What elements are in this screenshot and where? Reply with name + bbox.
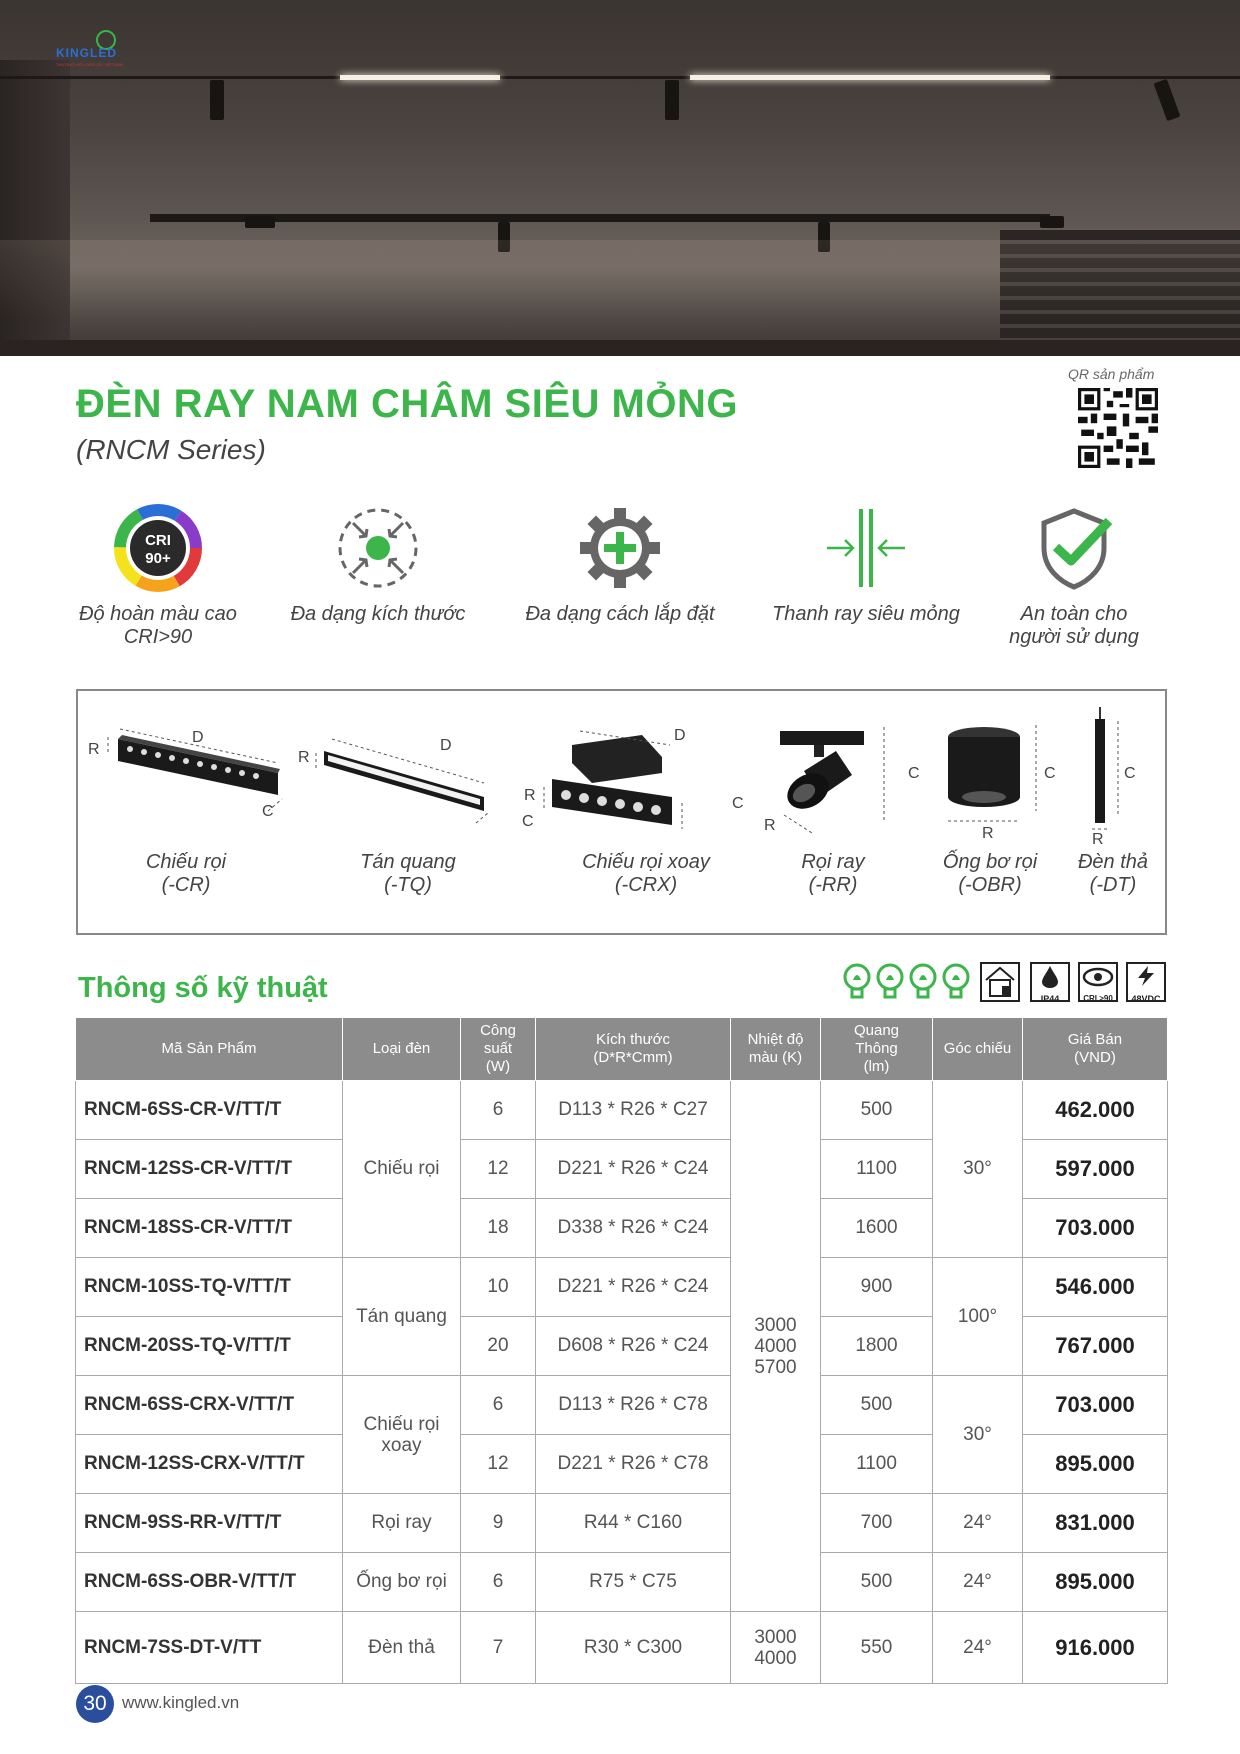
temp-value: 4000 [754,1335,797,1357]
cell-lumen: 1600 [821,1199,933,1258]
page-number: 30 [76,1685,114,1723]
col-header-type: Loại đèn [343,1018,461,1081]
table-row [76,1081,1168,1140]
hero-spotlight [1040,216,1064,228]
dim-label-c: C [1124,765,1136,782]
ip44-label: IP44 [1040,994,1060,1004]
dim-label-r: R [524,787,536,804]
header-line: Kích thước [595,1031,671,1048]
cri-badge-value: 90+ [145,550,171,567]
product-code: (-DT) [1089,874,1137,896]
col-header-angle: Góc chiếu [933,1018,1023,1081]
dim-label-r: R [764,817,776,834]
cell-type: Đèn thả [343,1612,461,1684]
feature-label-line: người sử dụng [1009,626,1139,648]
hero-linear-light [690,75,1050,80]
cell-angle: 100° [933,1258,1023,1376]
col-header-temp [731,1018,821,1081]
product-code: (-CRX) [614,874,678,896]
temp-value: 3000 [754,1314,797,1336]
feature-label [766,603,966,626]
dim-label-c: C [522,813,534,830]
cell-size: D221 * R26 * C24 [536,1140,731,1199]
gear-plus-icon [575,503,665,593]
qr-code-icon[interactable] [1078,388,1158,468]
feature-label [278,603,478,626]
product-code: (-CR) [161,874,211,896]
hero-linear-light [340,75,500,80]
product-image-cr [88,721,288,831]
hero-spotlight [665,80,679,120]
product-name: Chiếu rọi xoay [582,851,710,873]
cell-power: 18 [461,1199,536,1258]
cell-type: Rọi ray [343,1494,461,1553]
product-image-rr [764,721,894,841]
page-subtitle: (RNCM Series) [76,434,266,465]
cell-code: RNCM-20SS-TQ-V/TT/T [76,1317,343,1376]
cell-temp [731,1612,821,1684]
cri-icon [113,503,203,593]
col-header-code: Mã Sản Phẩm [76,1018,343,1081]
header-line: suất [483,1040,513,1057]
header-line: (VND) [1074,1049,1116,1066]
temp-value: 5700 [754,1356,797,1378]
table-header-row [76,1018,1168,1081]
logo-tagline: THƯƠNG HIỆU ĐÈN LED VIỆT NAM [56,62,124,67]
page-title: ĐÈN RAY NAM CHÂM SIÊU MỎNG [76,382,738,426]
cell-price: 895.000 [1023,1435,1168,1494]
header-line: Công [480,1022,516,1039]
feature-size [278,503,478,626]
hero-spotlight [1154,79,1181,121]
cell-type: Chiếu rọi [343,1081,461,1258]
hero-image [0,0,1240,356]
cell-angle: 30° [933,1376,1023,1494]
dim-label-r: R [298,749,310,766]
temp-value: 4000 [754,1647,797,1669]
cell-power: 7 [461,1612,536,1684]
table-row [76,1494,1168,1553]
cell-angle: 24° [933,1553,1023,1612]
product-name: Chiếu rọi [145,851,227,873]
cell-lumen: 1100 [821,1140,933,1199]
cell-power: 20 [461,1317,536,1376]
cell-size: D221 * R26 * C24 [536,1258,731,1317]
feature-label-line: Độ hoàn màu cao [79,603,237,625]
product-image-crx [532,717,732,837]
dim-label-c: C [262,803,274,820]
temp-value: 3000 [754,1626,797,1648]
cell-lumen: 1800 [821,1317,933,1376]
cell-code: RNCM-12SS-CRX-V/TT/T [76,1435,343,1494]
header-line: Nhiệt độ [747,1031,804,1048]
cell-price: 703.000 [1023,1199,1168,1258]
hero-spotlight [245,216,275,228]
hero-floor [0,340,1240,356]
cell-power: 9 [461,1494,536,1553]
logo-brand: KINGLED [56,46,117,60]
cell-code: RNCM-6SS-OBR-V/TT/T [76,1553,343,1612]
cell-power: 6 [461,1553,536,1612]
cell-code: RNCM-6SS-CR-V/TT/T [76,1081,343,1140]
product-name: Tán quang [360,851,456,873]
cell-code: RNCM-9SS-RR-V/TT/T [76,1494,343,1553]
hero-track-rail [0,76,1240,79]
cell-lumen: 700 [821,1494,933,1553]
hero-glow [0,240,1240,320]
dim-label-c: C [1044,765,1056,782]
dim-label-c: C [732,795,744,812]
cell-lumen: 500 [821,1081,933,1140]
feature-label-line: CRI>90 [123,626,193,648]
cell-size: R44 * C160 [536,1494,731,1553]
feature-label-line: Đa dạng kích thước [290,603,466,625]
cell-code: RNCM-12SS-CR-V/TT/T [76,1140,343,1199]
table-row [76,1553,1168,1612]
feature-label-line: An toàn cho [1020,603,1128,625]
cell-power: 10 [461,1258,536,1317]
cell-power: 12 [461,1435,536,1494]
feature-cri [58,503,258,649]
product-name: Đèn thả [1077,851,1149,873]
cell-power: 6 [461,1081,536,1140]
cell-size: D221 * R26 * C78 [536,1435,731,1494]
dim-label-d: D [674,727,686,744]
cell-lumen: 1100 [821,1435,933,1494]
product-dt [1068,851,1158,897]
cell-power: 12 [461,1140,536,1199]
dim-label-r: R [88,741,100,758]
cell-price: 916.000 [1023,1612,1168,1684]
cell-size: R75 * C75 [536,1553,731,1612]
product-cr [118,851,254,897]
spec-title: Thông số kỹ thuật [78,972,328,1004]
cell-type: Ống bơ rọi [343,1553,461,1612]
cell-temp [731,1081,821,1612]
cell-size: D113 * R26 * C27 [536,1081,731,1140]
cell-lumen: 550 [821,1612,933,1684]
cell-price: 767.000 [1023,1317,1168,1376]
dim-label-d: D [192,729,204,746]
product-obr [932,851,1048,897]
cell-price: 895.000 [1023,1553,1168,1612]
cell-price: 597.000 [1023,1140,1168,1199]
header-line: Quang [853,1022,900,1039]
shield-check-icon [1029,503,1119,593]
product-tq [340,851,476,897]
cell-angle: 24° [933,1494,1023,1553]
cell-code: RNCM-7SS-DT-V/TT [76,1612,343,1684]
cell-size: D113 * R26 * C78 [536,1376,731,1435]
qr-label: QR sản phẩm [1068,366,1155,382]
cell-angle: 30° [933,1081,1023,1258]
product-code: (-TQ) [384,874,432,896]
cri-badge-text: CRI [145,532,171,549]
dim-label-d: D [440,737,452,754]
energy-bulb-icons [842,962,972,1002]
cell-code: RNCM-18SS-CR-V/TT/T [76,1199,343,1258]
cell-price: 831.000 [1023,1494,1168,1553]
cell-code: RNCM-6SS-CRX-V/TT/T [76,1376,343,1435]
slim-rail-icon [821,503,911,593]
cri-badge-label: CRI >90 [1083,994,1113,1003]
hero-ceiling-rail [150,214,1050,222]
header-line: màu (K) [748,1049,803,1066]
cell-price: 703.000 [1023,1376,1168,1435]
product-rr [768,851,898,897]
cell-lumen: 500 [821,1376,933,1435]
table-row [76,1376,1168,1435]
feature-install [520,503,720,626]
cell-price: 462.000 [1023,1081,1168,1140]
type-line: Chiếu rọi [363,1413,440,1435]
cell-type [343,1376,461,1494]
product-crx [566,851,726,897]
feature-label-line: Thanh ray siêu mỏng [772,603,960,625]
dim-label-c: C [908,765,920,782]
cell-size: D338 * R26 * C24 [536,1199,731,1258]
col-header-lumen [821,1018,933,1081]
table-row [76,1612,1168,1684]
feature-label [58,603,258,649]
header-line: (lm) [863,1058,890,1075]
product-image-obr [940,721,1050,841]
col-header-price [1023,1018,1168,1081]
product-code: (-OBR) [958,874,1022,896]
cell-code: RNCM-10SS-TQ-V/TT/T [76,1258,343,1317]
vdc-badge [1126,962,1166,1002]
product-types-box [76,689,1167,935]
indoor-icon [980,962,1020,1002]
cell-lumen: 500 [821,1553,933,1612]
header-line: (D*R*Cmm) [593,1049,673,1066]
header-line: Giá Bán [1067,1031,1123,1048]
footer-url[interactable]: www.kingled.vn [122,1693,240,1712]
lightning-icon [1128,964,1164,988]
cell-type: Tán quang [343,1258,461,1376]
col-header-power [461,1018,536,1081]
size-arrows-icon [333,503,423,593]
product-name: Ống bơ rọi [942,851,1038,873]
cell-lumen: 900 [821,1258,933,1317]
cell-angle: 24° [933,1612,1023,1684]
cell-size: R30 * C300 [536,1612,731,1684]
cell-price: 546.000 [1023,1258,1168,1317]
cell-power: 6 [461,1376,536,1435]
table-row [76,1258,1168,1317]
cri-badge [1078,962,1118,1002]
header-line: (W) [485,1058,511,1075]
qr-block [1068,366,1168,473]
product-code: (-RR) [808,874,858,896]
col-header-size [536,1018,731,1081]
eye-icon [1080,964,1116,988]
dim-label-r: R [1092,831,1104,848]
header-line: Thông [855,1040,898,1057]
spec-table [75,1017,1168,1684]
hero-spotlight [210,80,224,120]
feature-label-line: Đa dạng cách lắp đặt [525,603,715,625]
feature-label [520,603,720,626]
type-line: xoay [381,1434,422,1456]
ip44-badge [1030,962,1070,1002]
vdc-label: 48VDC [1131,994,1161,1004]
feature-slim-rail [766,503,966,626]
product-image-tq [304,721,504,831]
product-name: Rọi ray [801,851,865,873]
feature-label [974,603,1174,649]
brand-logo [52,30,130,70]
feature-safety [974,503,1174,649]
cell-size: D608 * R26 * C24 [536,1317,731,1376]
water-drop-icon [1032,964,1068,988]
dim-label-r: R [982,825,994,842]
